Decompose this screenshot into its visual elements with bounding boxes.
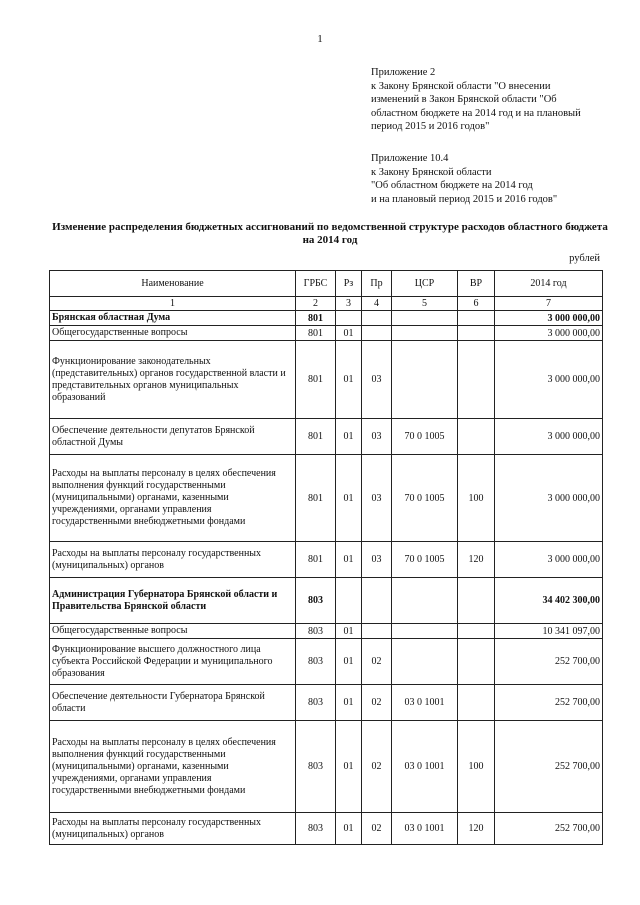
row-rz: 01	[336, 685, 362, 721]
row-vr	[458, 685, 495, 721]
row-amount: 252 700,00	[495, 721, 603, 813]
header-row	[50, 271, 603, 297]
row-grbs: 801	[296, 455, 336, 542]
row-amount: 34 402 300,00	[495, 578, 603, 624]
row-name: Обеспечение деятельности депутатов Брянской областной Думы	[50, 419, 296, 455]
row-name: Функционирование законодательных (представительных) органов государственной власти и представительных органов муниципальных образований	[50, 341, 296, 419]
row-name: Брянская областная Дума	[50, 311, 296, 326]
row-grbs: 803	[296, 685, 336, 721]
row-vr	[458, 639, 495, 685]
row-name: Обеспечение деятельности Губернатора Брянской области	[50, 685, 296, 721]
row-vr	[458, 578, 495, 624]
row-grbs: 803	[296, 578, 336, 624]
row-rz: 01	[336, 341, 362, 419]
row-grbs: 801	[296, 341, 336, 419]
appendix-10-4-line: и на плановый период 2015 и 2016 годов"	[371, 193, 558, 205]
row-csr	[392, 639, 458, 685]
row-name: Расходы на выплаты персоналу государственных (муниципальных) органов	[50, 542, 296, 578]
row-csr	[392, 326, 458, 341]
row-rz	[336, 578, 362, 624]
table-row	[50, 721, 603, 813]
col-number: 4	[362, 297, 392, 311]
table-row	[50, 311, 603, 326]
row-amount: 252 700,00	[495, 685, 603, 721]
row-name: Расходы на выплаты персоналу государственных (муниципальных) органов	[50, 813, 296, 845]
appendix-10-4-line: к Закону Брянской области	[371, 166, 492, 178]
row-csr	[392, 311, 458, 326]
row-amount: 3 000 000,00	[495, 311, 603, 326]
row-name: Общегосударственные вопросы	[50, 624, 296, 639]
header-vr: ВР	[458, 271, 495, 297]
table-row	[50, 578, 603, 624]
appendix-2-header	[371, 66, 621, 134]
appendix-10-4-line: "Об областном бюджете на 2014 год	[371, 180, 533, 191]
column-number-row	[50, 297, 603, 311]
row-amount: 10 341 097,00	[495, 624, 603, 639]
row-rz: 01	[336, 542, 362, 578]
appendix-2-line: Приложение 2	[371, 67, 436, 78]
row-csr: 70 0 1005	[392, 542, 458, 578]
table-row	[50, 455, 603, 542]
row-grbs: 801	[296, 326, 336, 341]
table-row	[50, 326, 603, 341]
appendix-2-line: изменений в Закон Брянской области "Об	[371, 94, 557, 105]
row-name: Расходы на выплаты персоналу в целях обеспечения выполнения функций государственными (муниципальными) органами, казенными учреждениями, органами управления государственными внебюджетными фондами	[50, 721, 296, 813]
row-amount: 3 000 000,00	[495, 341, 603, 419]
document-title	[40, 221, 620, 247]
row-rz: 01	[336, 721, 362, 813]
row-name: Администрация Губернатора Брянской области и Правительства Брянской области	[50, 578, 296, 624]
row-grbs: 801	[296, 542, 336, 578]
row-grbs: 801	[296, 311, 336, 326]
row-rz: 01	[336, 813, 362, 845]
row-amount: 3 000 000,00	[495, 542, 603, 578]
row-csr	[392, 624, 458, 639]
table-row	[50, 624, 603, 639]
row-pr: 03	[362, 455, 392, 542]
row-grbs: 801	[296, 419, 336, 455]
row-amount: 252 700,00	[495, 639, 603, 685]
appendix-10-4-line: Приложение 10.4	[371, 153, 449, 164]
appendix-2-line: период 2015 и 2016 годов"	[371, 121, 490, 132]
page-number: 1	[317, 33, 323, 45]
row-pr: 03	[362, 341, 392, 419]
table-row	[50, 813, 603, 845]
header-name: Наименование	[50, 271, 296, 297]
row-rz: 01	[336, 419, 362, 455]
row-pr: 03	[362, 419, 392, 455]
row-rz: 01	[336, 624, 362, 639]
row-pr: 02	[362, 721, 392, 813]
row-rz: 01	[336, 326, 362, 341]
table-row	[50, 639, 603, 685]
col-number: 5	[392, 297, 458, 311]
row-name: Функционирование высшего должностного лица субъекта Российской Федерации и муниципального образования	[50, 639, 296, 685]
row-pr: 02	[362, 685, 392, 721]
row-vr: 100	[458, 721, 495, 813]
row-pr	[362, 326, 392, 341]
row-pr	[362, 624, 392, 639]
col-number: 3	[336, 297, 362, 311]
table-row	[50, 542, 603, 578]
row-csr: 70 0 1005	[392, 419, 458, 455]
row-csr	[392, 341, 458, 419]
col-number: 1	[50, 297, 296, 311]
row-vr: 100	[458, 455, 495, 542]
appendix-10-4-header	[371, 152, 621, 206]
row-amount: 3 000 000,00	[495, 419, 603, 455]
appendix-2-line: к Закону Брянской области "О внесении	[371, 80, 551, 92]
row-vr: 120	[458, 813, 495, 845]
row-grbs: 803	[296, 639, 336, 685]
table-row	[50, 685, 603, 721]
row-name: Расходы на выплаты персоналу в целях обеспечения выполнения функций государственными (муниципальными) органами, казенными учреждениями, органами управления государственными внебюджетными фондами	[50, 455, 296, 542]
row-rz: 01	[336, 455, 362, 542]
header-pr: Пр	[362, 271, 392, 297]
row-pr	[362, 311, 392, 326]
row-pr	[362, 578, 392, 624]
row-vr	[458, 419, 495, 455]
row-amount: 252 700,00	[495, 813, 603, 845]
title-line-1: Изменение распределения бюджетных ассигнований по ведомственной структуре расходов областного бюджета	[52, 221, 608, 233]
row-name: Общегосударственные вопросы	[50, 326, 296, 341]
header-rz: Рз	[336, 271, 362, 297]
header-grbs: ГРБС	[296, 271, 336, 297]
row-vr	[458, 624, 495, 639]
units-label: рублей	[569, 253, 600, 264]
row-vr	[458, 311, 495, 326]
table-row	[50, 341, 603, 419]
row-grbs: 803	[296, 624, 336, 639]
row-pr: 02	[362, 639, 392, 685]
appendix-2-line: областном бюджете на 2014 год и на плановый	[371, 107, 581, 119]
row-csr: 03 0 1001	[392, 721, 458, 813]
col-number: 2	[296, 297, 336, 311]
budget-table	[49, 270, 603, 845]
col-number: 6	[458, 297, 495, 311]
row-vr	[458, 341, 495, 419]
header-year: 2014 год	[495, 271, 603, 297]
row-pr: 02	[362, 813, 392, 845]
row-csr: 03 0 1001	[392, 685, 458, 721]
row-rz: 01	[336, 639, 362, 685]
title-line-2: на 2014 год	[302, 234, 358, 246]
row-vr: 120	[458, 542, 495, 578]
header-csr: ЦСР	[392, 271, 458, 297]
row-csr: 70 0 1005	[392, 455, 458, 542]
table-row	[50, 419, 603, 455]
row-csr	[392, 578, 458, 624]
row-amount: 3 000 000,00	[495, 455, 603, 542]
row-amount: 3 000 000,00	[495, 326, 603, 341]
row-grbs: 803	[296, 721, 336, 813]
row-pr: 03	[362, 542, 392, 578]
col-number: 7	[495, 297, 603, 311]
row-rz	[336, 311, 362, 326]
row-grbs: 803	[296, 813, 336, 845]
row-vr	[458, 326, 495, 341]
row-csr: 03 0 1001	[392, 813, 458, 845]
